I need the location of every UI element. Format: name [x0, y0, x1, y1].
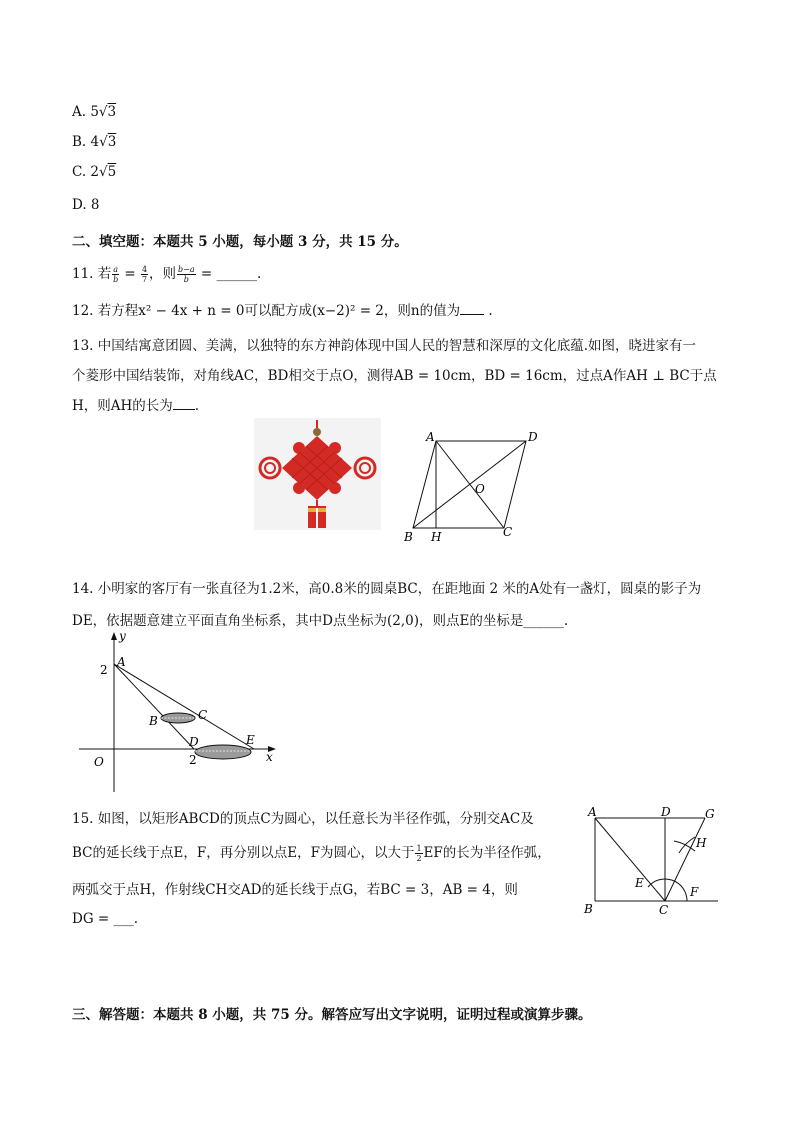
rhombus-figure — [398, 425, 548, 545]
label-o: O — [94, 755, 104, 769]
label-a: A — [588, 805, 597, 819]
option-d: D. 8 — [72, 197, 100, 213]
label-a: A — [117, 655, 126, 669]
label-c: C — [659, 903, 669, 917]
label-b: B — [404, 530, 413, 544]
label-b: B — [149, 714, 158, 728]
sqrt-icon: √ — [99, 164, 108, 180]
label-h: H — [696, 836, 707, 850]
label-f: F — [690, 885, 699, 899]
answer-blank — [173, 397, 195, 410]
label-b: B — [584, 902, 593, 916]
question-13-line-2: 个菱形中国结装饰，对角线AC，BD相交于点O，测得AB = 10cm，BD = 16cm，过点A作AH ⊥ BC于点 — [72, 368, 717, 384]
label-a: A — [426, 430, 435, 444]
question-14-line-2: DE，依据题意建立平面直角坐标系，其中D点坐标为(2,0)，则点E的坐标是______. — [72, 613, 569, 629]
option-c: C. 2√5 — [72, 164, 117, 180]
label-c: C — [198, 708, 208, 722]
label-h: H — [431, 530, 442, 544]
rectangle-construction-figure — [582, 800, 732, 920]
question-15-line-3: 两弧交于点H，作射线CH交AD的延长线于点G，若BC = 3，AB = 4，则 — [72, 882, 518, 898]
question-14-line-1: 14. 小明家的客厅有一张直径为1.2米，高0.8米的圆桌BC，在距地面 2 米的A处有一盏灯，圆桌的影子为 — [72, 581, 702, 597]
label-e: E — [635, 876, 644, 890]
sqrt-icon: √ — [98, 104, 108, 120]
question-11: 11. 若 $\frac{a}{b}$ = $\frac{4}{7}$ ，则 $\frac{b-a}{b}$ = ______. — [72, 265, 262, 284]
chinese-knot-image — [254, 418, 381, 530]
label-e: E — [246, 733, 255, 747]
label-d: D — [528, 430, 538, 444]
fraction-one-half: $\frac{1}{2}$ — [416, 844, 422, 863]
sqrt-icon: √ — [99, 134, 108, 150]
fraction-a-b: $\frac{a}{b}$ — [113, 265, 119, 284]
question-15-line-2: BC的延长线于点E，F，再分别以点E，F为圆心，以大于 $\frac{1}{2}$ EF的长为半径作弧， — [72, 844, 551, 863]
question-15-line-4: DG = ___. — [72, 911, 139, 927]
fraction-4-7: $\frac{4}{7}$ — [141, 265, 148, 284]
axis-x-label: x — [266, 750, 273, 764]
label-d: D — [189, 735, 199, 749]
option-a: A. 5√3 — [72, 104, 117, 120]
tick-y-2: 2 — [100, 663, 108, 677]
coordinate-figure — [76, 630, 286, 802]
label-g: G — [705, 807, 715, 821]
section-2-header: 二、填空题：本题共 5 小题，每小题 3 分，共 15 分。 — [72, 234, 408, 250]
option-b: B. 4√3 — [72, 134, 117, 150]
question-12: 12. 若方程x² − 4x + n = 0可以配方成(x−2)² = 2，则n的值为 . — [72, 303, 493, 319]
axis-y-label: y — [119, 630, 126, 643]
label-d: D — [661, 805, 671, 819]
question-15-line-1: 15. 如图，以矩形ABCD的顶点C为圆心，以任意长为半径作弧，分别交AC及 — [72, 811, 534, 827]
section-3-header: 三、解答题：本题共 8 小题，共 75 分。解答应写出文字说明，证明过程或演算步骤。 — [72, 1007, 592, 1023]
label-c: C — [503, 525, 513, 539]
fraction-b-minus-a-b: $\frac{b-a}{b}$ — [178, 265, 195, 284]
question-13-line-3: H，则AH的长为 . — [72, 398, 200, 414]
label-o: O — [475, 482, 485, 496]
question-13-line-1: 13. 中国结寓意团圆、美满，以独特的东方神韵体现中国人民的智慧和深厚的文化底蕴.如图，晓进家有一 — [72, 338, 697, 354]
tick-x-2: 2 — [189, 753, 197, 767]
answer-blank — [460, 302, 484, 315]
